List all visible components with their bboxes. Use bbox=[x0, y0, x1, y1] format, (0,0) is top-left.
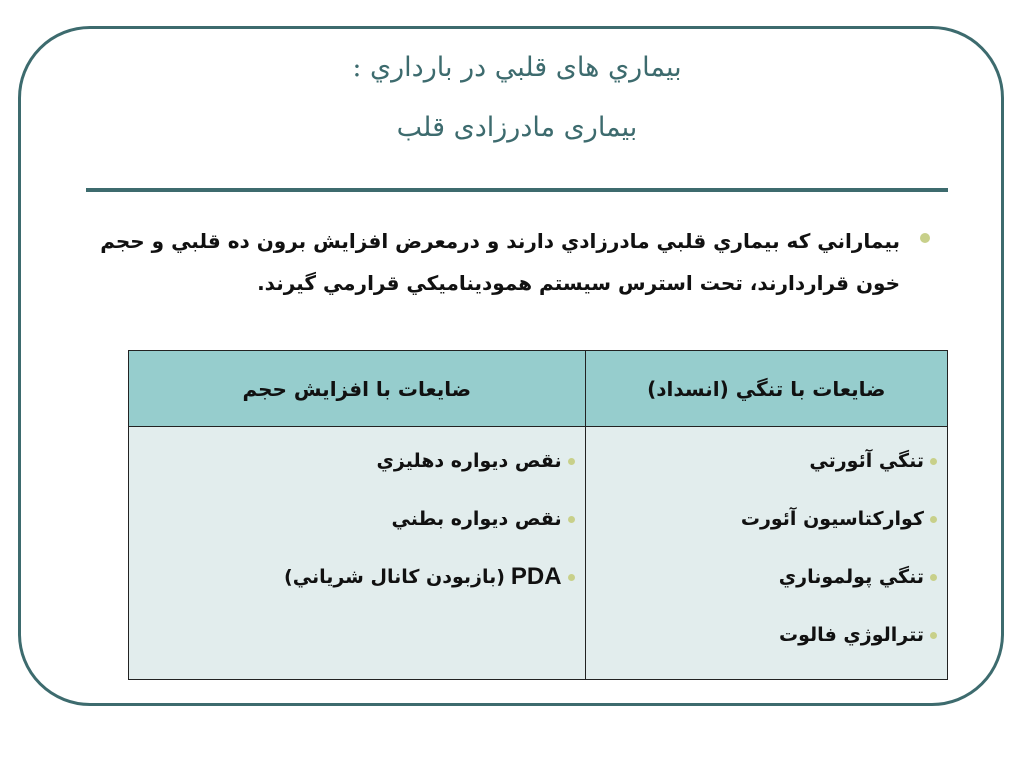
list-item: تنگي پولمونا‌ري bbox=[586, 563, 937, 621]
bullet-dot-icon bbox=[930, 458, 937, 465]
lesions-table bbox=[128, 350, 948, 680]
pda-abbr: PDA bbox=[510, 563, 562, 590]
list-item: نقص ديواره بطني bbox=[129, 505, 575, 563]
header-volume-increase: ضايعات با افزايش حجم bbox=[129, 351, 586, 427]
bullet-dot-icon bbox=[930, 632, 937, 639]
obstruction-cell bbox=[585, 427, 947, 680]
pda-text: (بازبودن كانال شرياني) bbox=[284, 566, 505, 588]
list-item bbox=[129, 563, 575, 621]
bullet-dot-icon bbox=[930, 516, 937, 523]
list-item: تنگي آئورتي bbox=[586, 447, 937, 505]
volume-increase-cell bbox=[129, 427, 586, 680]
bullet-dot-icon bbox=[568, 574, 575, 581]
table-header-row bbox=[129, 351, 948, 427]
bullet-paragraph: بيماراني كه بيماري قلبي مادرزادي دارند و درمعرض افزايش برون ده قلبي و حجم خون قراردارند، تحت استرس سيستم همودیناميكي قرارمي گيرند. bbox=[100, 229, 900, 295]
list-item: كواركتاسيون آئورت bbox=[586, 505, 937, 563]
bullet-dot-icon bbox=[568, 458, 575, 465]
bullet-dot-icon bbox=[920, 233, 930, 243]
list-item: تترالوژي فالوت bbox=[586, 621, 937, 679]
header-obstruction: ضايعات با تنگي (انسداد) bbox=[585, 351, 947, 427]
bullet-dot-icon bbox=[568, 516, 575, 523]
table-body-row bbox=[129, 427, 948, 680]
list-item: نقص ديواره دهليزي bbox=[129, 447, 575, 505]
bullet-dot-icon bbox=[930, 574, 937, 581]
title-divider bbox=[86, 188, 948, 192]
slide-subtitle: بیماری مادرزادی قلب bbox=[396, 112, 638, 143]
slide-title: بيماري های قلبي در بارداري : bbox=[352, 52, 682, 83]
